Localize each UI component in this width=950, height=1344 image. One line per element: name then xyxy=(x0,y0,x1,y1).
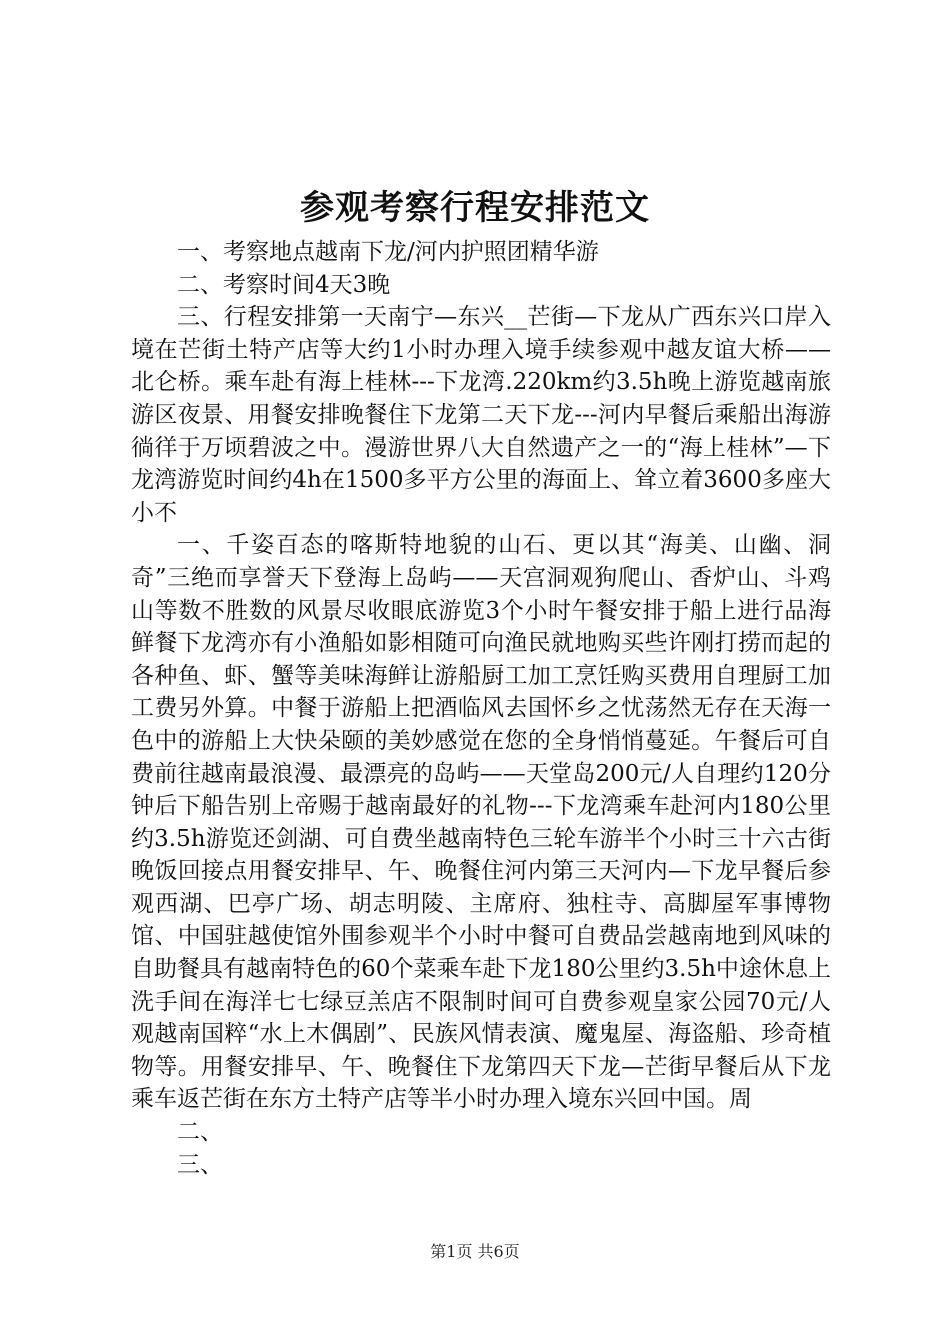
paragraph-itinerary: 三、行程安排第一天南宁—东兴__芒街—下龙从广西东兴口岸入境在芒街土特产店等大约1小时办理入境手续参观中越友谊大桥——北仑桥。乘车赴有海上桂林---下龙湾.220km约3.5h晚上游览越南旅游区夜景、用餐安排晚餐住下龙第二天下龙---河内早餐后乘船出海游徜徉于万顷碧波之中。漫游世界八大自然遗产之一的“海上桂林”—下龙湾游览时间约4h在1500多平方公里的海面上、耸立着3600多座大小不 xyxy=(131,304,831,526)
paragraph-section-two: 二、 xyxy=(177,1119,223,1146)
page-footer: 第1页 共6页 xyxy=(430,1242,520,1261)
paragraph-time: 二、考察时间4天3晚 xyxy=(177,271,391,298)
paragraph-itinerary-continued: 一、千姿百态的喀斯特地貌的山石、更以其“海美、山幽、洞奇”三绝而享誉天下登海上岛屿——天宫洞观狗爬山、香炉山、斗鸡山等数不胜数的风景尽收眼底游览3个小时午餐安排于船上进行品海鲜餐下龙湾亦有小渔船如影相随可向渔民就地购买些许刚打捞而起的各种鱼、虾、蟹等美味海鲜让游船厨工加工烹饪购买费用自理厨工加工费另外算。中餐于游船上把酒临风去国怀乡之忧荡然无存在天海一色中的游船上大快朵颐的美妙感觉在您的全身悄悄蔓延。午餐后可自费前往越南最浪漫、最漂亮的岛屿——天堂岛200元/人自理约120分钟后下船告别上帝赐于越南最好的礼物---下龙湾乘车赴河内180公里约3.5h游览还剑湖、可自费坐越南特色三轮车游半个小时三十六古街晚饭回接点用餐安排早、午、晚餐住河内第三天河内—下龙早餐后参观西湖、巴亭广场、胡志明陵、主席府、独柱寺、高脚屋军事博物馆、中国驻越使馆外围参观半个小时中餐可自费品尝越南地到风味的自助餐具有越南特色的60个菜乘车赴下龙180公里约3.5h中途休息上洗手间在海洋七七绿豆羔店不限制时间可自费参观皇家公园70元/人观越南国粹“水上木偶剧”、民族风情表演、魔鬼屋、海盗船、珍奇植物等。用餐安排早、午、晚餐住下龙第四天下龙—芒街早餐后从下龙乘车返芒街在东方土特产店等半小时办理入境东兴回中国。周 xyxy=(131,532,831,1113)
document-title: 参观考察行程安排范文 xyxy=(300,188,650,228)
document-body xyxy=(131,236,831,1181)
paragraph-section-three: 三、 xyxy=(177,1151,223,1178)
paragraph-location: 一、考察地点越南下龙/河内护照团精华游 xyxy=(177,239,599,265)
